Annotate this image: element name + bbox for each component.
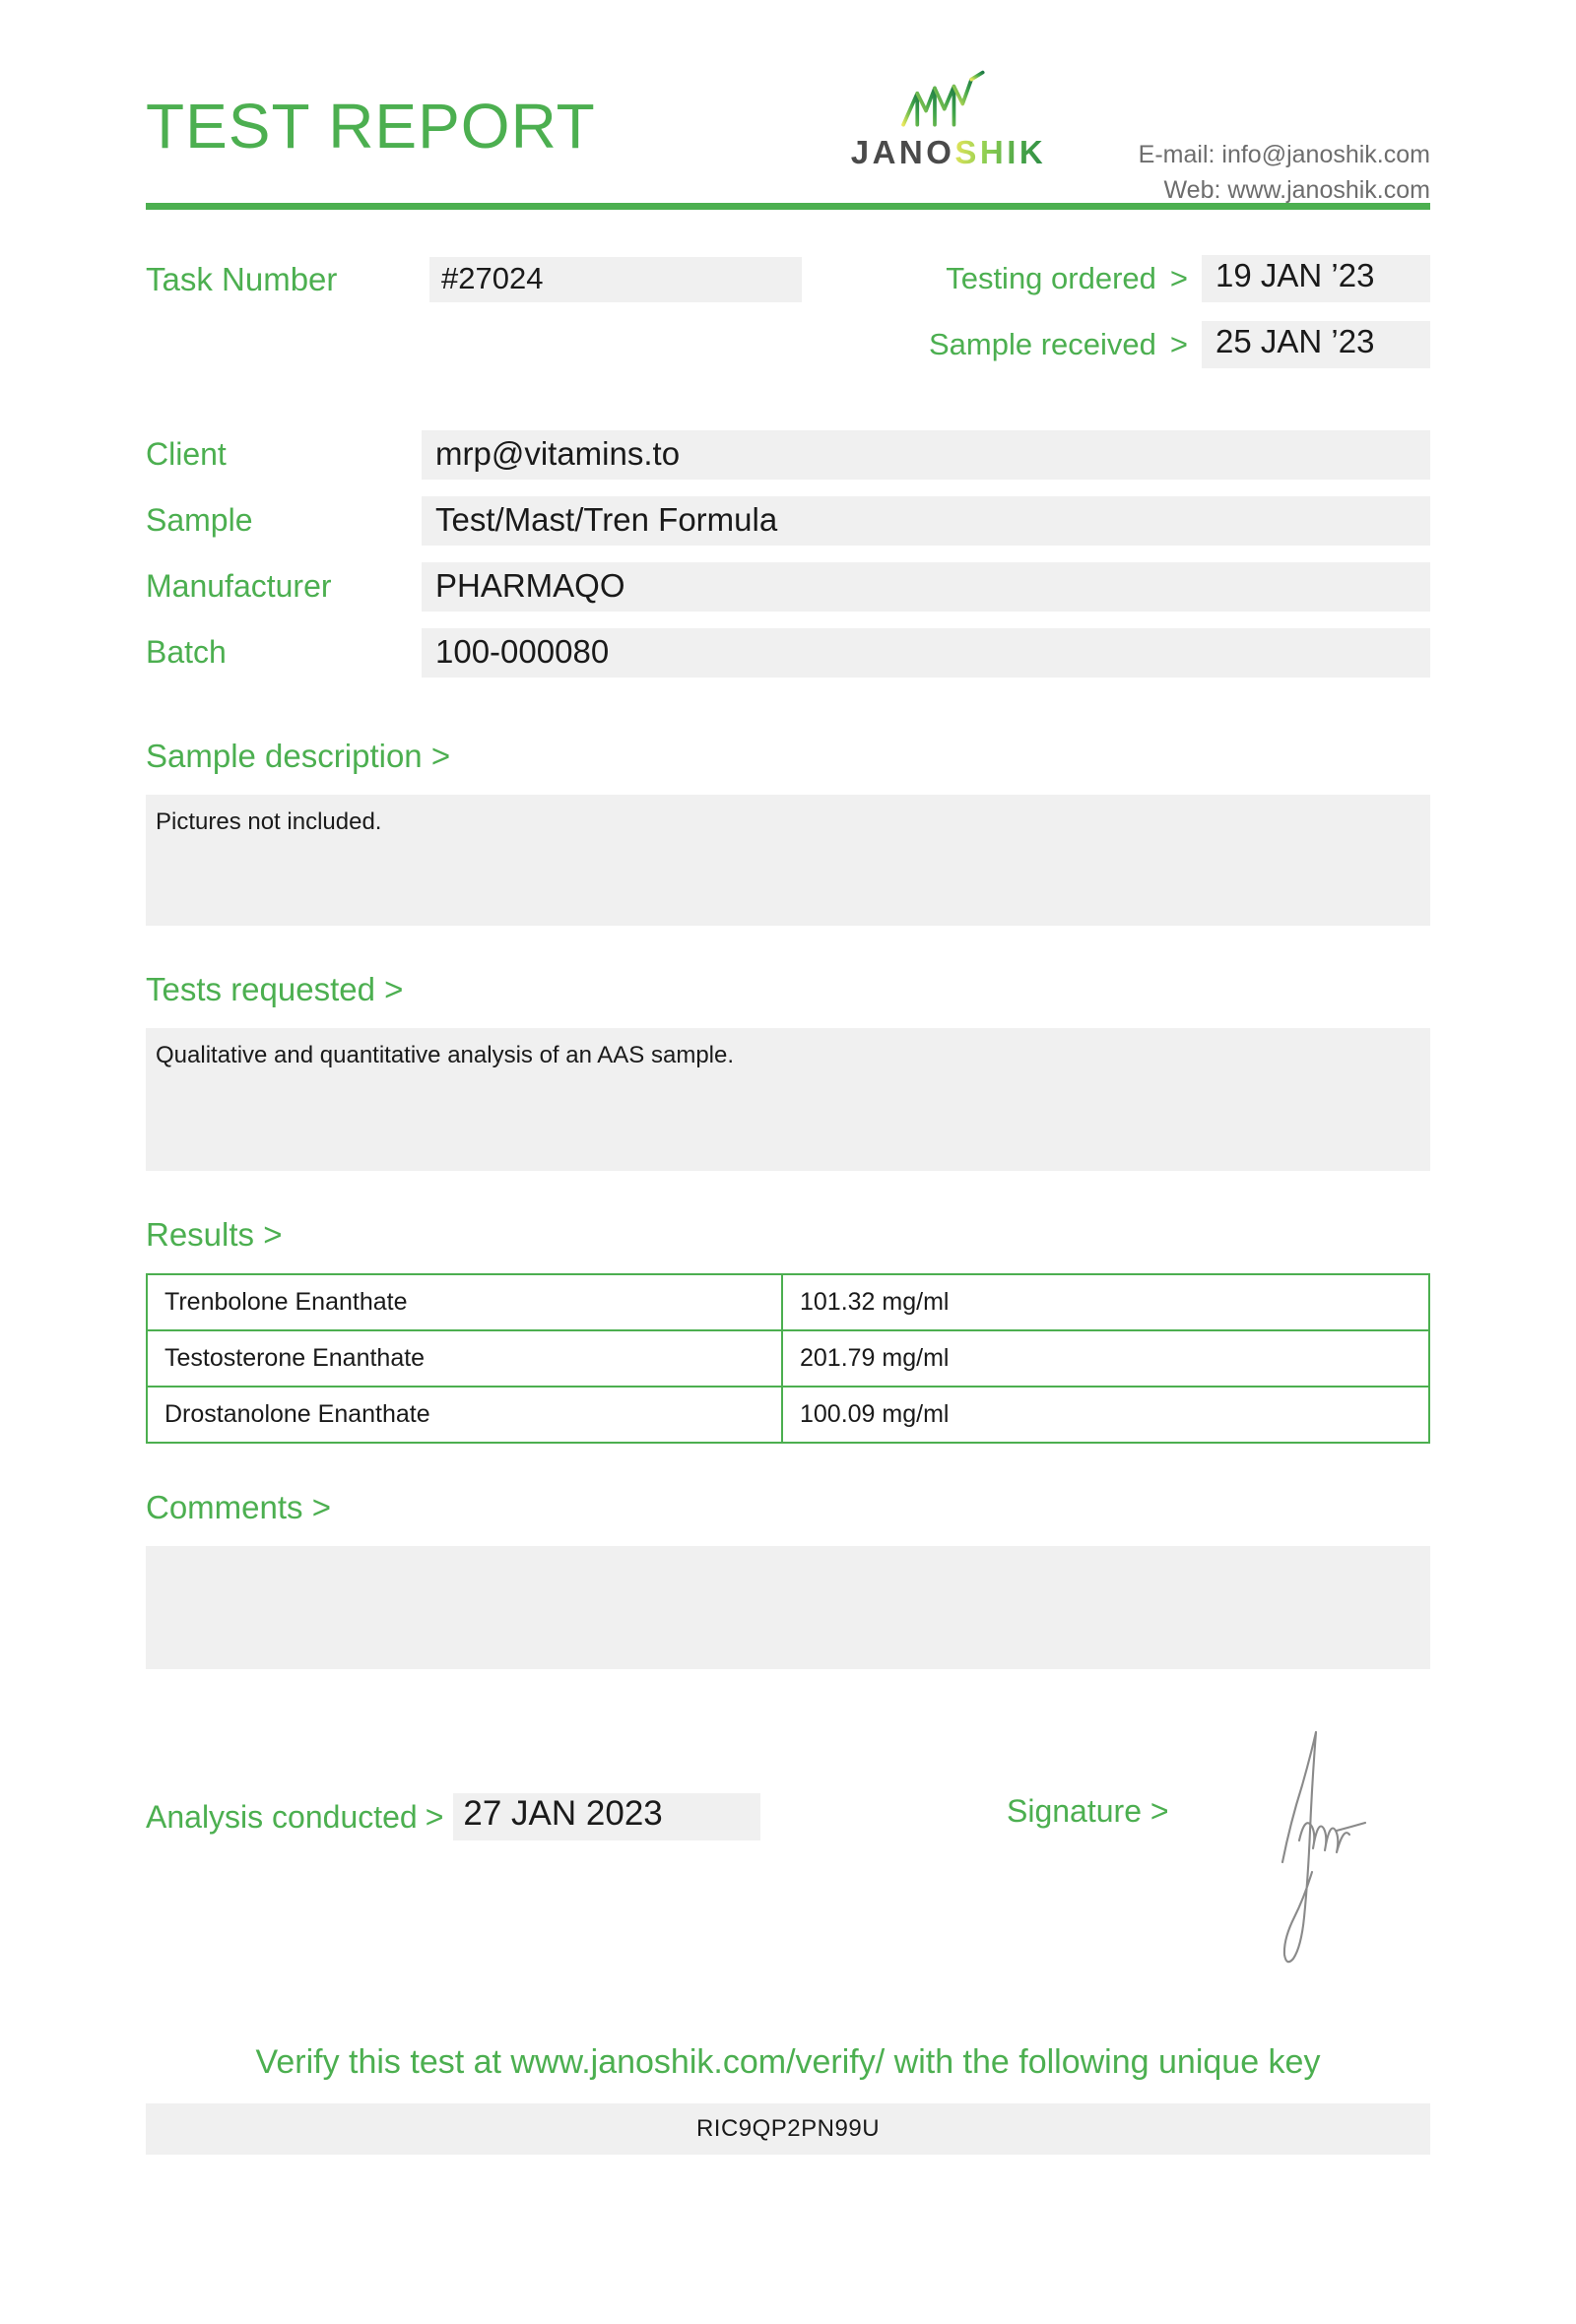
info-row-manufacturer [146,560,1430,626]
table-row [147,1330,1429,1387]
sample-received-label: Sample received [928,327,1156,361]
comments-section [146,1489,1430,1669]
sample-received-row [929,321,1430,368]
sample-label: Sample [146,502,253,538]
batch-value: 100-000080 [422,628,1430,678]
signature-icon [1225,1724,1373,1970]
tests-requested-title: Tests requested > [146,971,404,1007]
testing-ordered-label: Testing ordered [946,261,1156,295]
comments-text [146,1546,1430,1669]
result-compound: Drostanolone Enanthate [147,1387,782,1443]
signature-label: Signature > [1007,1793,1169,1829]
sample-received-value: 25 JAN ’23 [1202,321,1430,368]
result-compound: Testosterone Enanthate [147,1330,782,1387]
result-amount: 201.79 mg/ml [782,1330,1429,1387]
sample-received-arrow-icon: > [1169,327,1188,361]
comments-title: Comments > [146,1489,331,1525]
sample-description-title: Sample description > [146,738,451,774]
result-amount: 100.09 mg/ml [782,1387,1429,1443]
report-header [146,0,1430,204]
analysis-conducted-row [146,1793,760,1840]
report-footer [146,1746,1430,1992]
contact-web: Web: www.janoshik.com [1163,175,1430,204]
logo-word-jano: JANO [850,134,955,170]
janoshik-logo [835,69,1062,171]
sample-info-block [146,428,1430,692]
batch-label: Batch [146,634,227,670]
contact-info [1139,138,1430,208]
results-title: Results > [146,1216,283,1253]
analysis-conducted-label: Analysis conducted [146,1798,418,1835]
result-compound: Trenbolone Enanthate [147,1274,782,1330]
sample-description-section [146,738,1430,926]
verify-instruction: Verify this test at www.janoshik.com/verify/ with the following unique key [255,2043,1321,2081]
page-title: TEST REPORT [146,91,596,161]
table-row [147,1274,1429,1330]
client-label: Client [146,436,227,472]
sample-value: Test/Mast/Tren Formula [422,496,1430,546]
manufacturer-label: Manufacturer [146,568,332,604]
info-row-sample [146,494,1430,560]
result-amount: 101.32 mg/ml [782,1274,1429,1330]
testing-ordered-arrow-icon: > [1169,261,1188,295]
testing-ordered-value: 19 JAN ’23 [1202,255,1430,302]
table-row [147,1387,1429,1443]
logo-wordmark [835,134,1062,171]
sample-description-text: Pictures not included. [146,795,1430,926]
verify-section [146,2043,1430,2155]
manufacturer-value: PHARMAQO [422,562,1430,612]
verify-unique-key: RIC9QP2PN99U [146,2103,1430,2155]
tests-requested-section [146,971,1430,1171]
results-section [146,1216,1430,1444]
info-row-batch [146,626,1430,692]
tests-requested-text: Qualitative and quantitative analysis of an AAS sample. [146,1028,1430,1171]
logo-chart-icon [896,69,1001,130]
task-number-label: Task Number [146,261,338,297]
results-table [146,1273,1430,1444]
analysis-conducted-date: 27 JAN 2023 [453,1793,760,1840]
task-number-value: #27024 [429,257,802,302]
contact-email: E-mail: info@janoshik.com [1138,141,1430,168]
testing-ordered-row [946,255,1430,302]
logo-word-shik: SHIK [954,134,1047,170]
info-row-client [146,428,1430,494]
analysis-arrow-icon: > [425,1798,444,1835]
client-value: mrp@vitamins.to [422,430,1430,480]
task-and-dates [146,249,1430,387]
signature-block [1007,1746,1430,1992]
